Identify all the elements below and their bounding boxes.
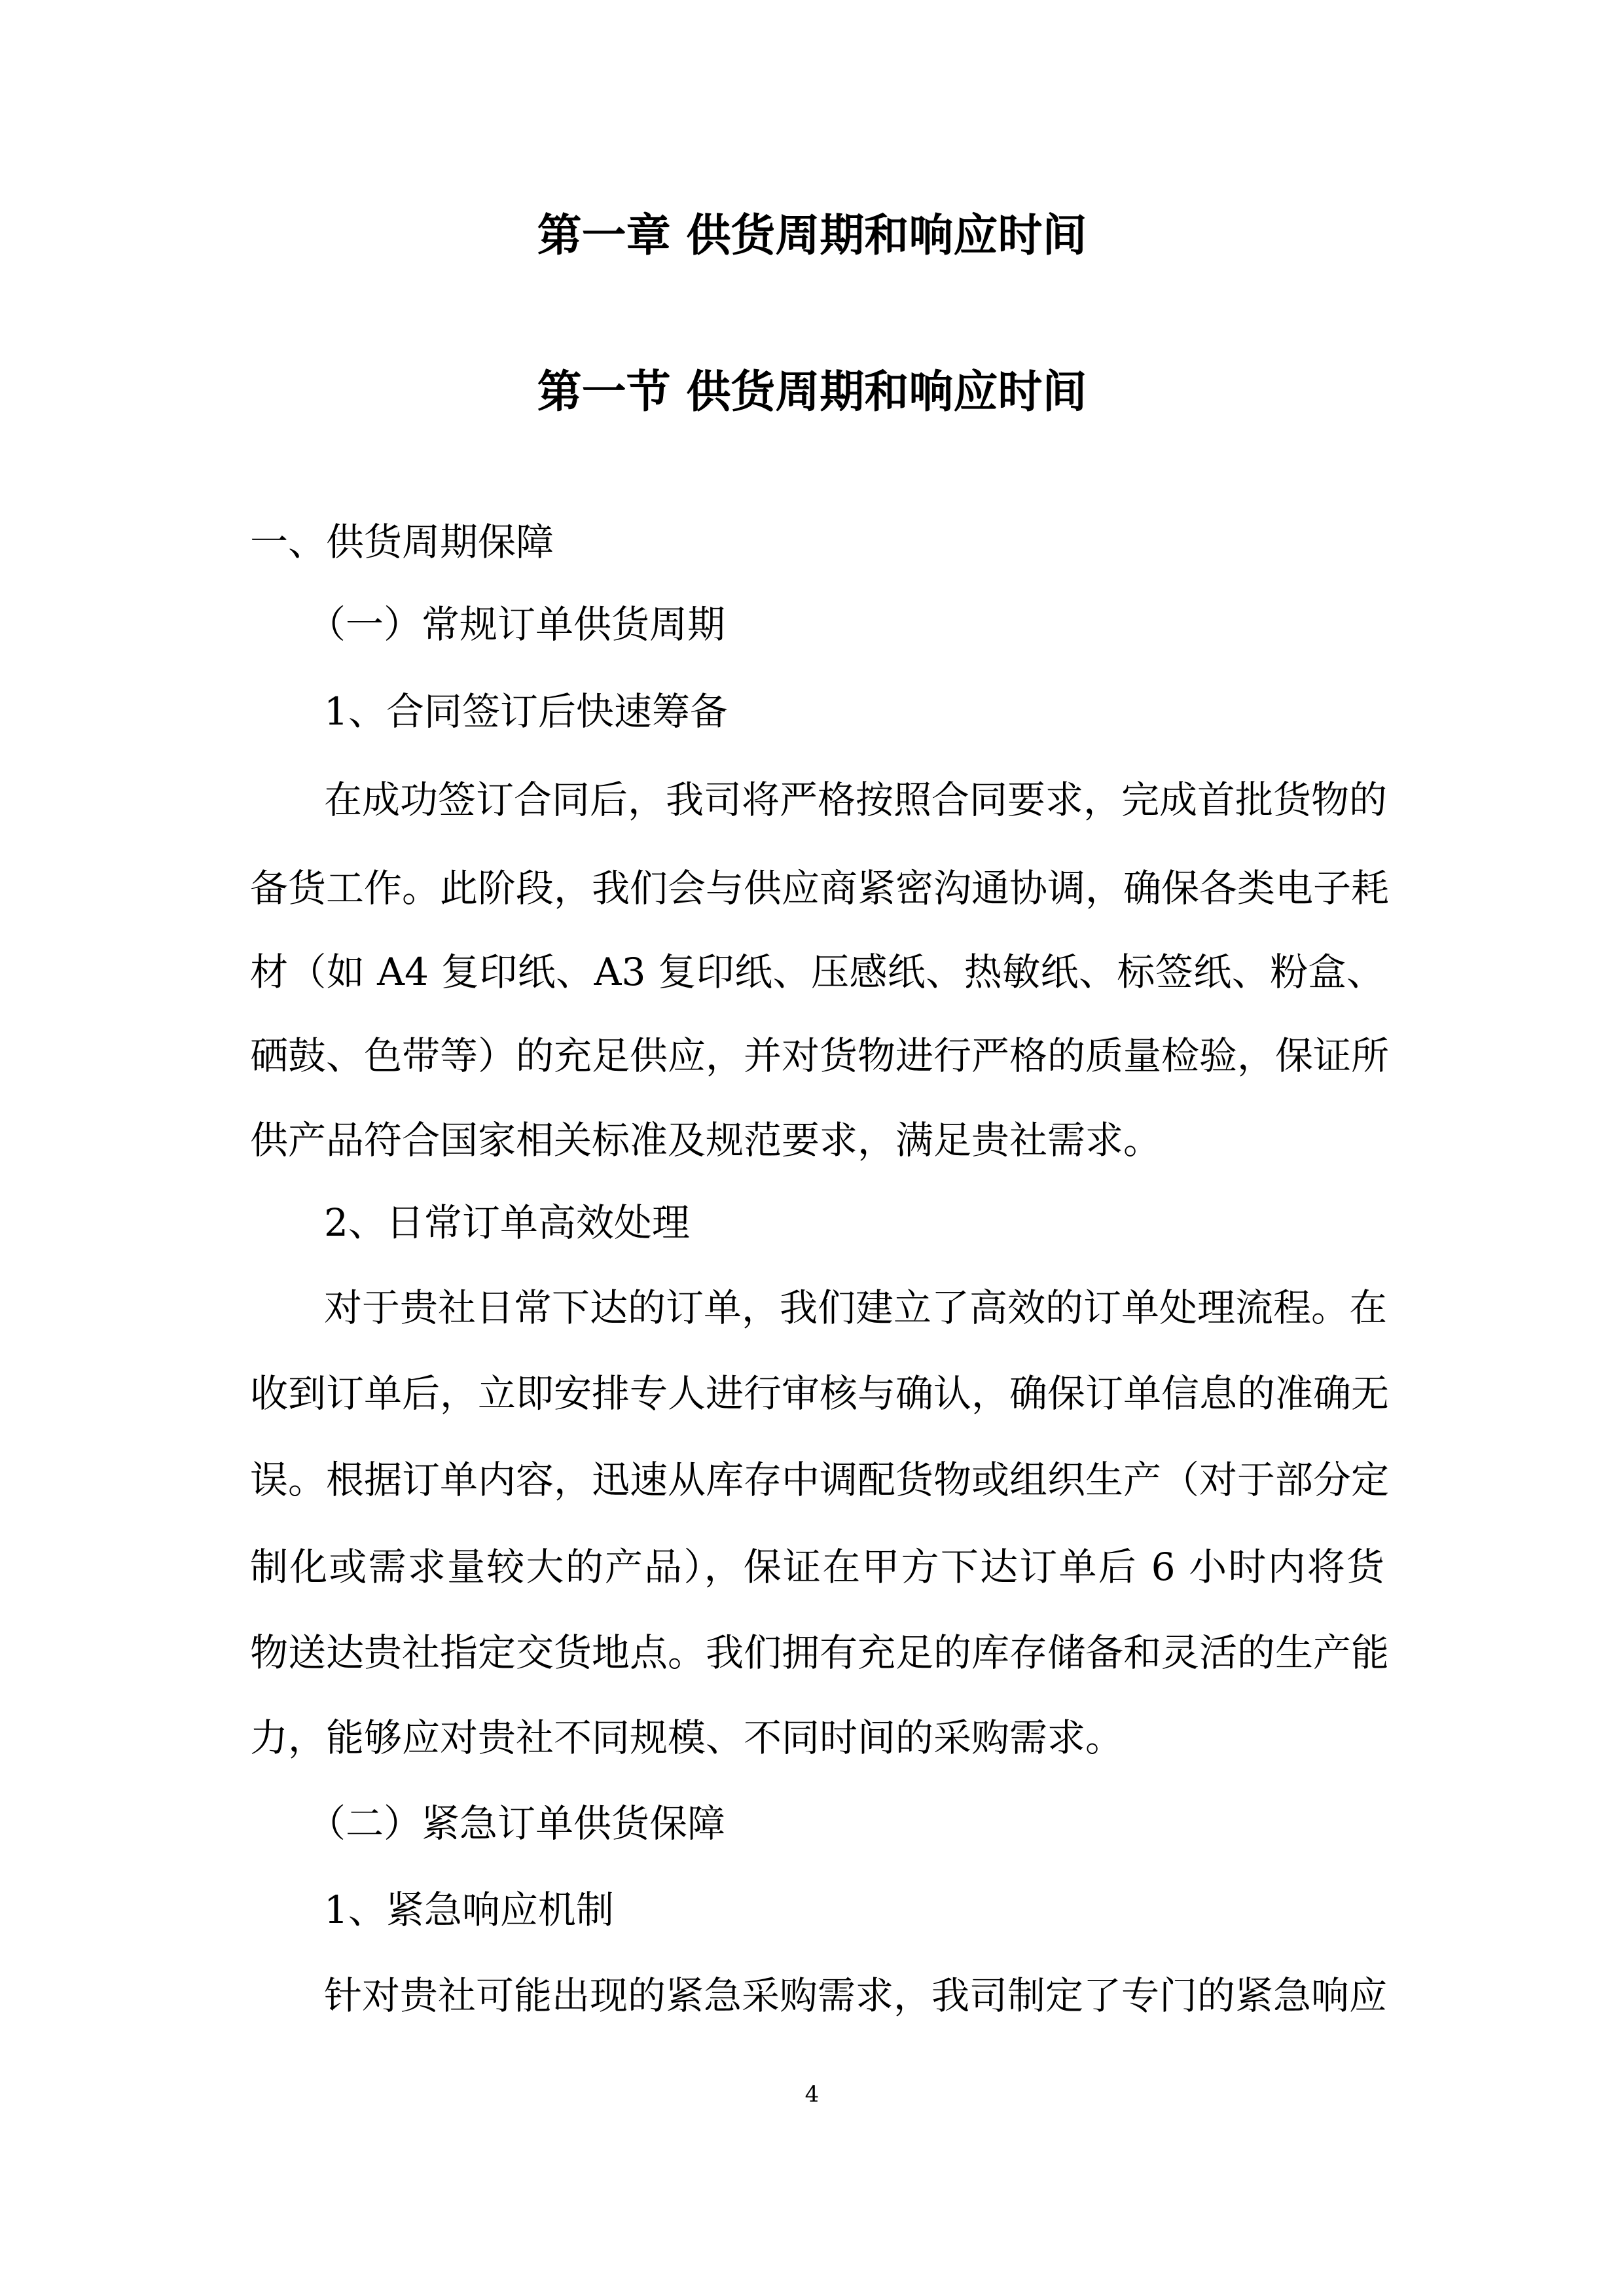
paragraph-line: 力，能够应对贵社不同规模、不同时间的采购需求。	[250, 1715, 1124, 1760]
page-number: 4	[804, 2081, 820, 2108]
paragraph-line: 备货工作。此阶段，我们会与供应商紧密沟通协调，确保各类电子耗	[250, 866, 1390, 910]
paragraph-line: 误。根据订单内容，迅速从库存中调配货物或组织生产（对于部分定	[250, 1458, 1390, 1502]
paragraph-line: 针对贵社可能出现的紧急采购需求，我司制定了专门的紧急响应	[324, 1973, 1388, 2018]
paragraph-line: 在成功签订合同后，我司将严格按照合同要求，完成首批货物的	[324, 778, 1388, 822]
paragraph-line: 供产品符合国家相关标准及规范要求，满足贵社需求。	[250, 1118, 1162, 1162]
paragraph-line: 硒鼓、色带等）的充足供应，并对货物进行严格的质量检验，保证所	[250, 1033, 1390, 1078]
item-contract-prep: 1、合同签订后快速筹备	[324, 689, 728, 734]
item-daily-orders: 2、日常订单高效处理	[324, 1200, 690, 1245]
heading-supply-cycle: 一、供货周期保障	[250, 520, 554, 564]
paragraph-line: 材（如 A4 复印纸、A3 复印纸、压感纸、热敏纸、标签纸、粉盒、	[250, 950, 1384, 994]
item-emergency-response: 1、紧急响应机制	[324, 1888, 614, 1932]
paragraph-line: 制化或需求量较大的产品），保证在甲方下达订单后 6 小时内将货	[250, 1545, 1384, 1589]
subheading-urgent-orders: （二）紧急订单供货保障	[308, 1801, 726, 1846]
paragraph-line: 物送达贵社指定交货地点。我们拥有充足的库存储备和灵活的生产能	[250, 1630, 1390, 1675]
paragraph-line: 收到订单后，立即安排专人进行审核与确认，确保订单信息的准确无	[250, 1371, 1390, 1416]
chapter-title: 第一章 供货周期和响应时间	[537, 209, 1087, 262]
paragraph-line: 对于贵社日常下达的订单，我们建立了高效的订单处理流程。在	[324, 1285, 1388, 1330]
subheading-regular-orders: （一）常规订单供货周期	[308, 602, 726, 647]
section-title: 第一节 供货周期和响应时间	[537, 366, 1087, 418]
